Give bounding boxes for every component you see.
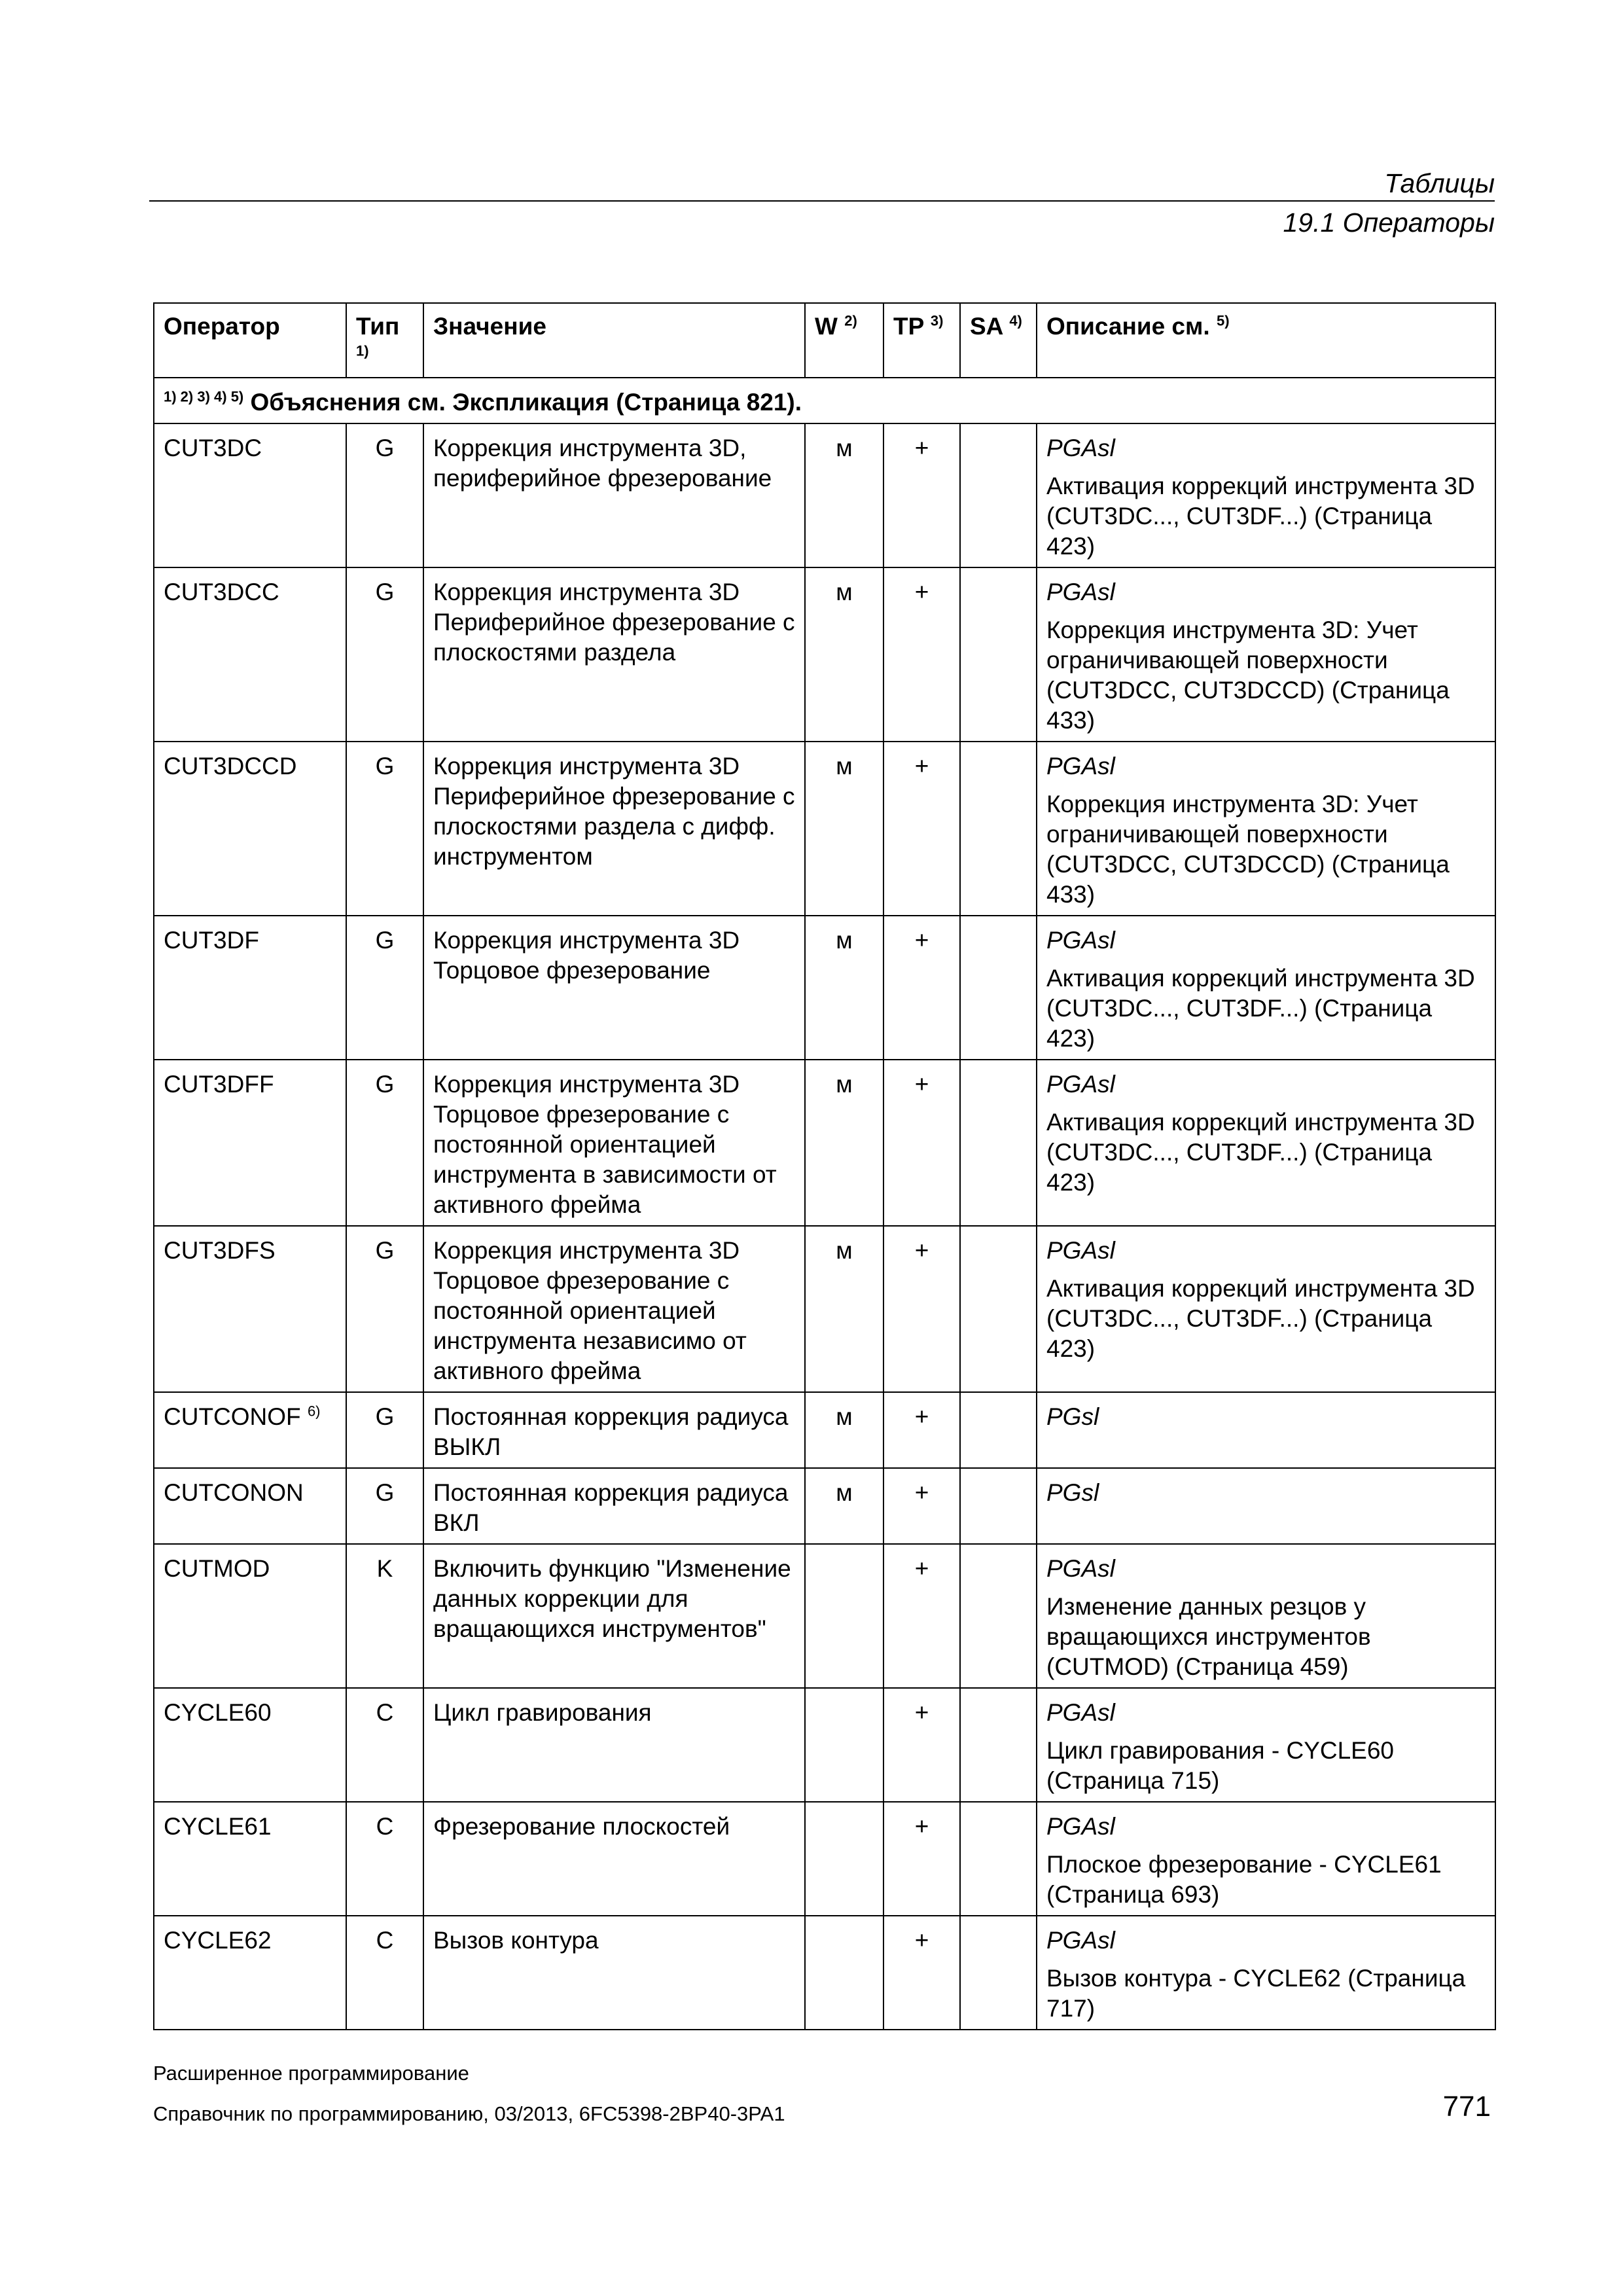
cell-operator: CUT3DFS	[154, 1226, 346, 1392]
cell-type: G	[346, 423, 423, 567]
cell-w: м	[805, 423, 883, 567]
description-reference: PGAsl	[1046, 927, 1115, 954]
cell-meaning: Коррекция инструмента 3D, периферийное фрезерование	[423, 423, 805, 567]
table-row	[154, 742, 1495, 916]
cell-meaning: Коррекция инструмента 3D Периферийное фрезерование с плоскостями раздела	[423, 567, 805, 742]
table-notes-row	[154, 378, 1495, 423]
description-text: Коррекция инструмента 3D: Учет ограничивающей поверхности (CUT3DCC, CUT3DCCD) (Страница 433)	[1046, 617, 1450, 734]
cell-description	[1037, 1226, 1495, 1392]
cell-meaning: Коррекция инструмента 3D Торцовое фрезерование с постоянной ориентацией инструмента в зависимости от активного фрейма	[423, 1060, 805, 1226]
cell-description	[1037, 1468, 1495, 1544]
cell-sa	[960, 1468, 1037, 1544]
cell-tp: +	[883, 1802, 960, 1916]
description-reference: PGsl	[1046, 1479, 1099, 1506]
cell-sa	[960, 916, 1037, 1060]
cell-type: G	[346, 1392, 423, 1468]
cell-meaning: Постоянная коррекция радиуса ВЫКЛ	[423, 1392, 805, 1468]
description-reference: PGsl	[1046, 1403, 1099, 1430]
cell-description	[1037, 567, 1495, 742]
description-text: Плоское фрезерование - CYCLE61 (Страница 693)	[1046, 1851, 1442, 1908]
cell-type: C	[346, 1688, 423, 1802]
description-text: Активация коррекций инструмента 3D (CUT3DC..., CUT3DF...) (Страница 423)	[1046, 1275, 1475, 1362]
cell-description	[1037, 1688, 1495, 1802]
table-row	[154, 1226, 1495, 1392]
description-reference: PGAsl	[1046, 1237, 1115, 1264]
cell-sa	[960, 567, 1037, 742]
cell-type: G	[346, 742, 423, 916]
table-row	[154, 1916, 1495, 2030]
cell-description	[1037, 423, 1495, 567]
cell-type: K	[346, 1544, 423, 1688]
col-header-tp: TP $^{3)}$	[883, 303, 960, 378]
col-header-type: Тип $^{1)}$	[346, 303, 423, 378]
cell-meaning: Коррекция инструмента 3D Торцовое фрезерование с постоянной ориентацией инструмента независимо от активного фрейма	[423, 1226, 805, 1392]
cell-w	[805, 1802, 883, 1916]
cell-tp: +	[883, 1060, 960, 1226]
cell-type: C	[346, 1916, 423, 2030]
cell-type: G	[346, 916, 423, 1060]
description-reference: PGAsl	[1046, 579, 1115, 605]
cell-w	[805, 1688, 883, 1802]
description-reference: PGAsl	[1046, 1555, 1115, 1582]
cell-description	[1037, 1544, 1495, 1688]
cell-meaning: Включить функцию "Изменение данных коррекции для вращающихся инструментов"	[423, 1544, 805, 1688]
description-text: Изменение данных резцов у вращающихся инструментов (CUTMOD) (Страница 459)	[1046, 1593, 1371, 1680]
description-reference: PGAsl	[1046, 1927, 1115, 1954]
cell-sa	[960, 742, 1037, 916]
table-row	[154, 1802, 1495, 1916]
cell-sa	[960, 1688, 1037, 1802]
description-text: Вызов контура - CYCLE62 (Страница 717)	[1046, 1965, 1466, 2022]
description-text: Коррекция инструмента 3D: Учет ограничивающей поверхности (CUT3DCC, CUT3DCCD) (Страница 433)	[1046, 791, 1450, 908]
description-reference: PGAsl	[1046, 435, 1115, 461]
operators-table	[153, 302, 1496, 2030]
cell-tp: +	[883, 916, 960, 1060]
table-row	[154, 1392, 1495, 1468]
cell-operator: CUTMOD	[154, 1544, 346, 1688]
running-header	[1283, 164, 1495, 242]
cell-operator: CUT3DCCD	[154, 742, 346, 916]
cell-description	[1037, 1916, 1495, 2030]
cell-operator: CYCLE62	[154, 1916, 346, 2030]
description-reference: PGAsl	[1046, 1813, 1115, 1840]
cell-description	[1037, 742, 1495, 916]
cell-sa	[960, 1916, 1037, 2030]
cell-tp: +	[883, 423, 960, 567]
cell-meaning: Фрезерование плоскостей	[423, 1802, 805, 1916]
cell-description	[1037, 1392, 1495, 1468]
description-text: Активация коррекций инструмента 3D (CUT3DC..., CUT3DF...) (Страница 423)	[1046, 1109, 1475, 1196]
cell-tp: +	[883, 1468, 960, 1544]
cell-type: G	[346, 1468, 423, 1544]
cell-w: м	[805, 1060, 883, 1226]
cell-sa	[960, 1060, 1037, 1226]
cell-meaning: Постоянная коррекция радиуса ВКЛ	[423, 1468, 805, 1544]
description-reference: PGAsl	[1046, 1071, 1115, 1098]
description-reference: PGAsl	[1046, 753, 1115, 780]
cell-w: м	[805, 1226, 883, 1392]
cell-sa	[960, 1392, 1037, 1468]
cell-w	[805, 1544, 883, 1688]
cell-description	[1037, 916, 1495, 1060]
cell-description	[1037, 1802, 1495, 1916]
cell-tp: +	[883, 1916, 960, 2030]
cell-tp: +	[883, 567, 960, 742]
cell-tp: +	[883, 1544, 960, 1688]
col-header-description: Описание см. $^{5)}$	[1037, 303, 1495, 378]
cell-tp: +	[883, 1226, 960, 1392]
table-row	[154, 1060, 1495, 1226]
cell-w	[805, 1916, 883, 2030]
table-row	[154, 423, 1495, 567]
cell-sa	[960, 1544, 1037, 1688]
cell-type: C	[346, 1802, 423, 1916]
cell-meaning: Цикл гравирования	[423, 1688, 805, 1802]
cell-type: G	[346, 1226, 423, 1392]
description-text: Активация коррекций инструмента 3D (CUT3DC..., CUT3DF...) (Страница 423)	[1046, 965, 1475, 1052]
table-notes: $^{1) 2) 3) 4) 5)}$ Объяснения см. Экспликация (Страница 821).	[154, 378, 1495, 423]
page-number: 771	[1442, 2090, 1491, 2123]
table-body	[154, 423, 1495, 2030]
cell-tp: +	[883, 1688, 960, 1802]
chapter-title: Таблицы	[1384, 168, 1495, 198]
table-header-row	[154, 303, 1495, 378]
table-row	[154, 567, 1495, 742]
table-row	[154, 1688, 1495, 1802]
cell-description	[1037, 1060, 1495, 1226]
cell-sa	[960, 423, 1037, 567]
description-text: Активация коррекций инструмента 3D (CUT3DC..., CUT3DF...) (Страница 423)	[1046, 473, 1475, 560]
cell-operator: CUT3DC	[154, 423, 346, 567]
cell-meaning: Вызов контура	[423, 1916, 805, 2030]
table-row	[154, 1468, 1495, 1544]
col-header-w: W $^{2)}$	[805, 303, 883, 378]
cell-w: м	[805, 567, 883, 742]
description-text: Цикл гравирования - CYCLE60 (Страница 715)	[1046, 1737, 1395, 1794]
description-reference: PGAsl	[1046, 1699, 1115, 1726]
cell-operator: CYCLE61	[154, 1802, 346, 1916]
cell-operator: CUT3DFF	[154, 1060, 346, 1226]
col-header-meaning: Значение	[423, 303, 805, 378]
table-row	[154, 1544, 1495, 1688]
cell-operator: CUT3DF	[154, 916, 346, 1060]
table-row	[154, 916, 1495, 1060]
cell-type: G	[346, 1060, 423, 1226]
cell-operator: CUTCONON	[154, 1468, 346, 1544]
cell-meaning: Коррекция инструмента 3D Торцовое фрезерование	[423, 916, 805, 1060]
footer-title: Расширенное программирование	[153, 2062, 469, 2085]
cell-type: G	[346, 567, 423, 742]
section-title: 19.1 Операторы	[1283, 207, 1495, 238]
header-divider	[149, 200, 1495, 202]
cell-w: м	[805, 1392, 883, 1468]
cell-tp: +	[883, 1392, 960, 1468]
col-header-sa: SA $^{4)}$	[960, 303, 1037, 378]
cell-tp: +	[883, 742, 960, 916]
cell-operator: CUT3DCC	[154, 567, 346, 742]
cell-meaning: Коррекция инструмента 3D Периферийное фрезерование с плоскостями раздела с дифф. инструментом	[423, 742, 805, 916]
cell-operator: CUTCONOF $^{6)}$	[154, 1392, 346, 1468]
col-header-operator: Оператор	[154, 303, 346, 378]
cell-operator: CYCLE60	[154, 1688, 346, 1802]
cell-sa	[960, 1226, 1037, 1392]
cell-w: м	[805, 916, 883, 1060]
cell-sa	[960, 1802, 1037, 1916]
footer-reference: Справочник по программированию, 03/2013, 6FC5398-2BP40-3PA1	[153, 2102, 785, 2125]
cell-w: м	[805, 1468, 883, 1544]
cell-w: м	[805, 742, 883, 916]
